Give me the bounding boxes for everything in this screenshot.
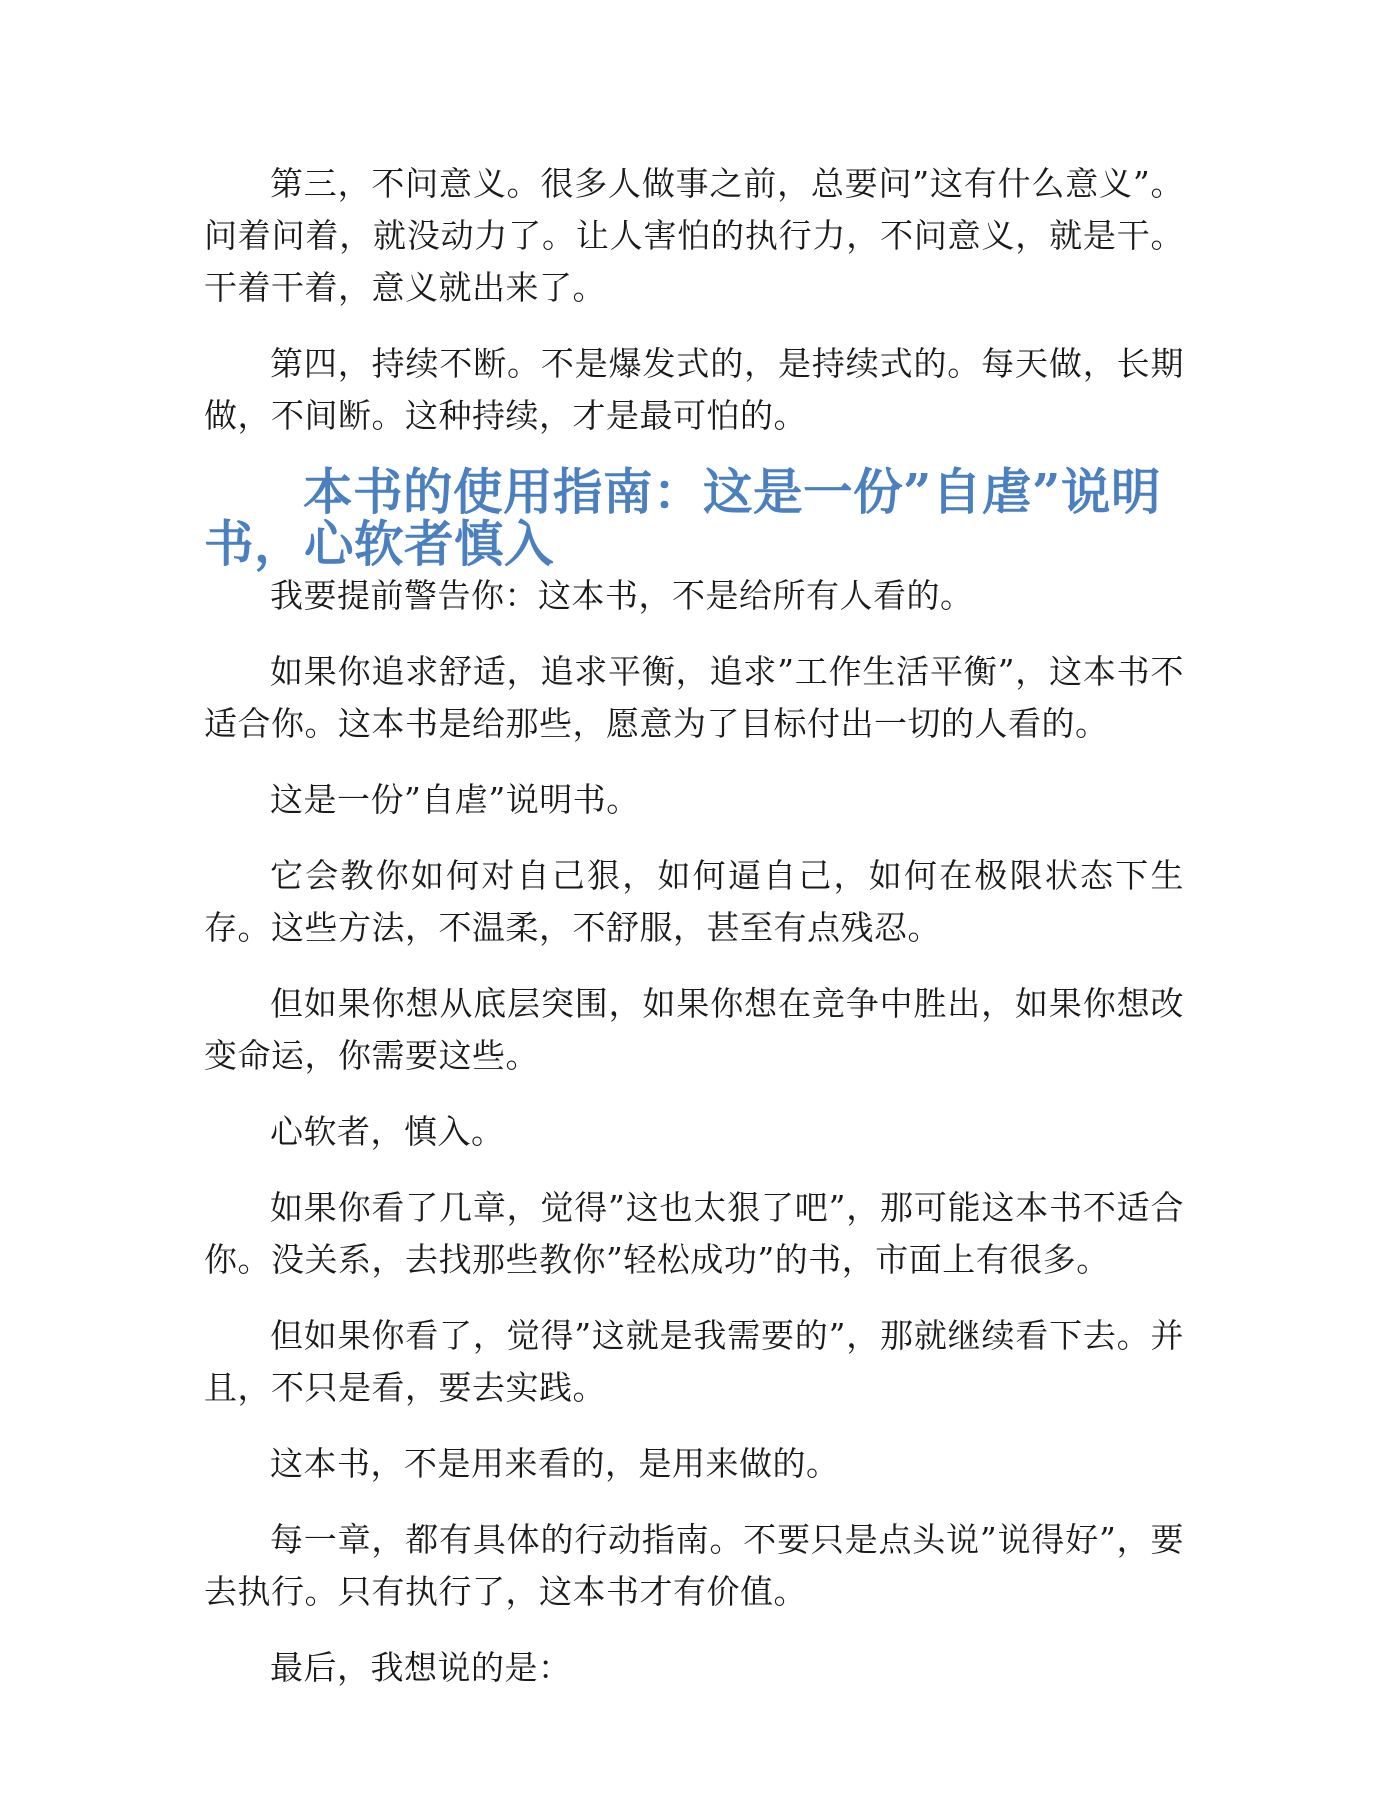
paragraph-too-harsh: 如果你看了几章，觉得”这也太狠了吧”，那可能这本书不适合你。没关系，去找那些教你”轻松成功”的书，市面上有很多。 [204, 1188, 1184, 1279]
paragraph-manual: 这是一份”自虐”说明书。 [270, 780, 640, 819]
paragraph-for-doing: 这本书，不是用来看的，是用来做的。 [270, 1444, 840, 1483]
paragraph-keep-reading: 但如果你看了，觉得”这就是我需要的”，那就继续看下去。并且，不只是看，要去实践。 [204, 1316, 1184, 1407]
paragraph-soft-hearted: 心软者，慎入。 [270, 1112, 505, 1151]
paragraph-action-guide: 每一章，都有具体的行动指南。不要只是点头说”说得好”，要去执行。只有执行了，这本书才有价值。 [204, 1520, 1184, 1611]
paragraph-point-three: 第三，不问意义。很多人做事之前，总要问”这有什么意义”。问着问着，就没动力了。让人害怕的执行力，不问意义，就是干。干着干着，意义就出来了。 [204, 164, 1184, 307]
paragraph-finally: 最后，我想说的是： [270, 1648, 572, 1687]
paragraph-break-through: 但如果你想从底层突围，如果你想在竞争中胜出，如果你想改变命运，你需要这些。 [204, 984, 1184, 1075]
paragraph-point-four: 第四，持续不断。不是爆发式的，是持续式的。每天做，长期做，不间断。这种持续，才是最可怕的。 [204, 344, 1184, 435]
paragraph-warning: 我要提前警告你：这本书，不是给所有人看的。 [270, 576, 974, 615]
document-page [204, 158, 1184, 1718]
paragraph-teach-harsh: 它会教你如何对自己狠，如何逼自己，如何在极限状态下生存。这些方法，不温柔，不舒服，甚至有点残忍。 [204, 856, 1184, 947]
section-heading-usage-guide: 本书的使用指南：这是一份”自虐”说明书，心软者慎入 [204, 463, 1161, 573]
paragraph-not-for-comfort: 如果你追求舒适，追求平衡，追求”工作生活平衡”，这本书不适合你。这本书是给那些，愿意为了目标付出一切的人看的。 [204, 652, 1184, 743]
